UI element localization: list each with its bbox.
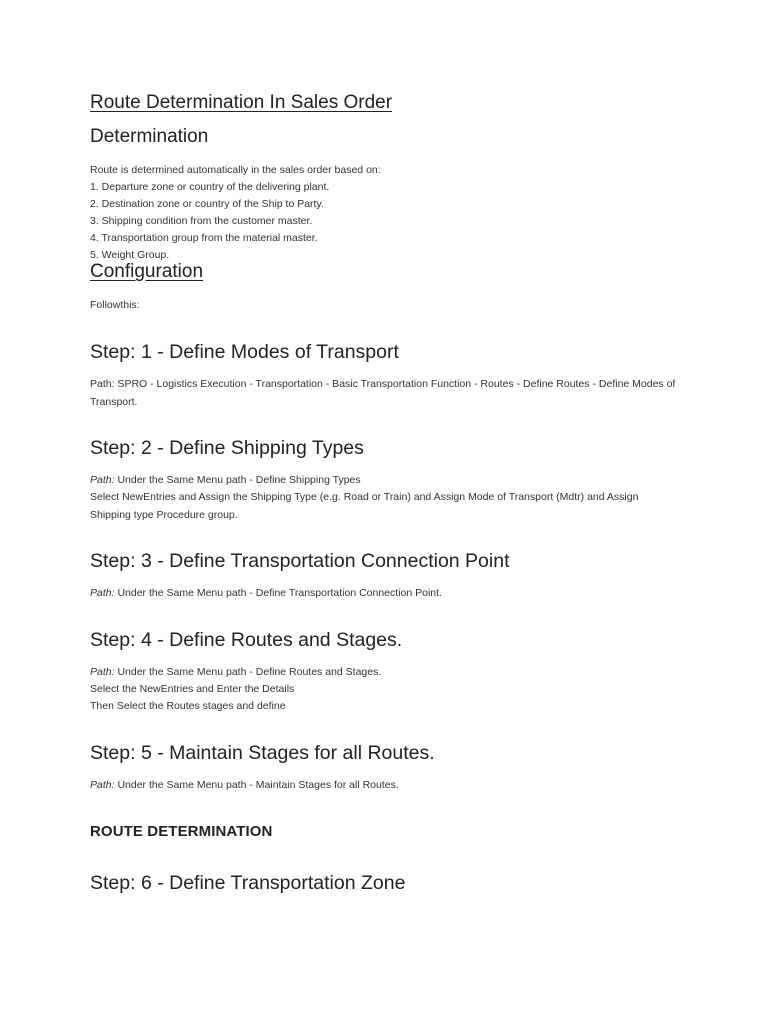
- step-5-heading: Step: 5 - Maintain Stages for all Routes.: [90, 742, 435, 764]
- path-label: Path:: [90, 779, 115, 791]
- step-2-detail: Select NewEntries and Assign the Shipping Type (e.g. Road or Train) and Assign Mode of Transport (Mdtr) and Assign Shipping type Procedure group.: [90, 491, 639, 521]
- configuration-intro: Followthis:: [90, 299, 140, 311]
- path-text: Under the Same Menu path - Define Transportation Connection Point.: [114, 587, 442, 599]
- determination-line: Route is determined automatically in the sales order based on:: [90, 164, 381, 176]
- path-label: Path:: [90, 587, 115, 599]
- step-1-heading: Step: 1 - Define Modes of Transport: [90, 341, 399, 363]
- step-4-path: [90, 664, 381, 681]
- path-label: Path:: [90, 474, 115, 486]
- step-1-path: Path: SPRO - Logistics Execution - Transportation - Basic Transportation Function - Routes - Define Routes - Define Modes of Transport.: [90, 378, 676, 408]
- step-6-heading: Step: 6 - Define Transportation Zone: [90, 872, 406, 894]
- path-text: Under the Same Menu path - Define Shipping Types: [114, 474, 361, 486]
- path-text: Under the Same Menu path - Maintain Stages for all Routes.: [114, 779, 399, 791]
- determination-line: 3. Shipping condition from the customer master.: [90, 215, 313, 227]
- step-3-heading: Step: 3 - Define Transportation Connection Point: [90, 550, 510, 572]
- step-4-heading: Step: 4 - Define Routes and Stages.: [90, 629, 403, 651]
- step-4-body: [90, 664, 381, 715]
- route-determination-heading: ROUTE DETERMINATION: [90, 823, 273, 840]
- determination-list: [90, 162, 381, 264]
- step-4-detail: Select the NewEntries and Enter the Details: [90, 683, 295, 695]
- document-title: Route Determination In Sales Order: [90, 92, 393, 113]
- path-label: Path:: [90, 666, 115, 678]
- determination-line: 4. Transportation group from the material master.: [90, 232, 318, 244]
- determination-line: 2. Destination zone or country of the Ship to Party.: [90, 198, 324, 210]
- determination-line: 5. Weight Group.: [90, 249, 170, 261]
- determination-heading: Determination: [90, 126, 209, 147]
- path-text: Under the Same Menu path - Define Routes and Stages.: [114, 666, 382, 678]
- step-5-path: [90, 777, 399, 794]
- step-4-detail: Then Select the Routes stages and define: [90, 700, 286, 712]
- step-3-path: [90, 585, 442, 602]
- step-2-heading: Step: 2 - Define Shipping Types: [90, 437, 364, 459]
- step-2-path: [90, 472, 361, 489]
- configuration-heading: Configuration: [90, 261, 204, 282]
- determination-line: 1. Departure zone or country of the delivering plant.: [90, 181, 330, 193]
